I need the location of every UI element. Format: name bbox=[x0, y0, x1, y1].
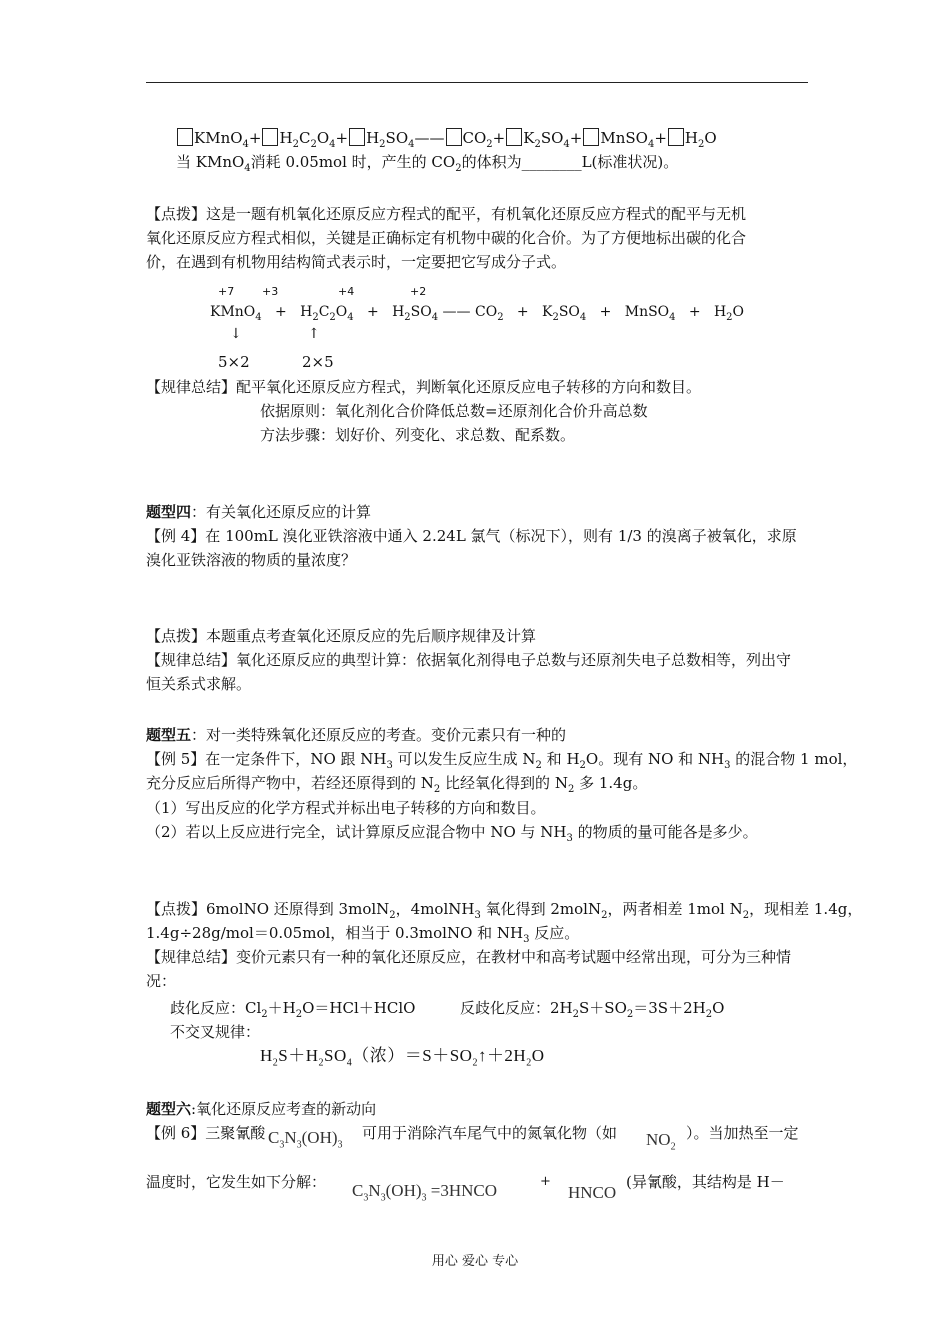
header-rule bbox=[146, 82, 808, 83]
rule5-line1: 【规律总结】变价元素只有一种的氧化还原反应，在教材中和高考试题中经常出现，可分为三种情 bbox=[146, 948, 792, 966]
tip1-line3: 价，在遇到有机物用结构简式表示时，一定要把它写成分子式。 bbox=[146, 253, 567, 271]
example5-line1: 【例 5】在一定条件下，NO 跟 $NH_3$ 可以发生反应生成 $N_2$ 和 $H_2O$。现有 NO 和 $NH_3$ 的混合物 1 mol， bbox=[146, 750, 858, 771]
example4-line1: 【例 4】在 100mL 溴化亚铁溶液中通入 2.24L 氯气（标况下），则有 1/3 的溴离子被氧化，求原 bbox=[146, 527, 797, 545]
type5-title: 题型五 bbox=[146, 726, 192, 744]
disproportionation-reaction: 歧化反应：$Cl_2+H_2O=HCl+HClO$ bbox=[170, 999, 416, 1020]
rule4-line2: 恒关系式求解。 bbox=[146, 675, 252, 693]
rule1-line1: 【规律总结】配平氧化还原反应方程式，判断氧化还原反应电子转移的方向和数目。 bbox=[146, 378, 702, 396]
blank-box[interactable] bbox=[446, 128, 462, 146]
blank-box[interactable] bbox=[583, 128, 599, 146]
valence-label-c: +3 bbox=[262, 285, 279, 298]
tip4: 【点拨】本题重点考查氧化还原反应的先后顺序规律及计算 bbox=[146, 627, 537, 645]
valence-label-mnso4: +2 bbox=[410, 285, 427, 298]
example6-line1-mid: 可用于消除汽车尾气中的氮氧化物（如 bbox=[362, 1124, 618, 1142]
rule4-line1: 【规律总结】氧化还原反应的典型计算：依据氧化剂得电子总数与还原剂失电子总数相等，列出守 bbox=[146, 651, 792, 669]
blank-box[interactable] bbox=[349, 128, 365, 146]
example5-q1: （1）写出反应的化学方程式并标出电子转移的方向和数目。 bbox=[146, 799, 546, 817]
blank-box[interactable] bbox=[262, 128, 278, 146]
example6-line2-pre: 温度时，它发生如下分解： bbox=[146, 1173, 327, 1191]
tip1-line1: 【点拨】这是一题有机氧化还原反应方程式的配平，有机氧化还原反应方程式的配平与无机 bbox=[146, 205, 747, 223]
rule1-line3: 方法步骤：划好价、列变化、求总数、配系数。 bbox=[260, 426, 576, 444]
electron-count-left: 5×2 bbox=[218, 353, 250, 371]
electron-count-right: 2×5 bbox=[302, 353, 334, 371]
plus-sign: + bbox=[540, 1174, 551, 1189]
type6-title: 题型六 bbox=[146, 1100, 192, 1118]
valence-label-co2: +4 bbox=[338, 285, 355, 298]
rule5-line2: 况： bbox=[146, 972, 177, 990]
balance-question: 当 KMnO$_4$消耗 0.05mol 时，产生的 $CO_2$的体积为________L(标准状况)。 bbox=[176, 153, 679, 174]
arrow-up-icon: ↑ bbox=[308, 326, 320, 342]
formula-no2: $NO_2$ bbox=[646, 1130, 676, 1153]
blank-box[interactable] bbox=[177, 128, 193, 146]
example6-line1-post: ）。当加热至一定 bbox=[686, 1124, 799, 1142]
example5-q2: （2）若以上反应进行完全，试计算原反应混合物中 NO 与 $NH_3$ 的物质的量可能各是多少。 bbox=[146, 823, 758, 844]
noncross-equation: $H_2S+H_2SO_4$（浓）$=S+SO_2↑+2H_2O$ bbox=[260, 1046, 545, 1069]
type4-title: 题型四 bbox=[146, 503, 192, 521]
page-footer: 用心 爱心 专心 bbox=[431, 1254, 519, 1269]
formula-hnco: HNCO bbox=[568, 1183, 617, 1202]
valence-equation: KMnO$_4$ + $H_2C_2O_4 + H_2SO_4$ —— $CO_2 + K_2SO_4$ + MnSO$_4$ + $H_2O$ bbox=[210, 304, 745, 323]
formula-decomposition: $C_3N_3(OH)_3$ =3HNCO bbox=[352, 1181, 498, 1204]
balance-equation: KMnO$_4$+ $H_2C_2O_4+$ $H_2SO_4——$ $CO_2+ K_2SO_4+$ MnSO$_4$+ $H_2O$ bbox=[176, 128, 717, 148]
tip5-line1: 【点拨】6molNO 还原得到 3molN$_2$，4molNH$_3$ 氧化得到 2molN$_2$，两者相差 1mol $N_2$，现相差 1.4g， bbox=[146, 900, 863, 921]
noncross-rule-label: 不交叉规律： bbox=[170, 1023, 261, 1041]
tip1-line2: 氧化还原反应方程式相似，关键是正确标定有机物中碳的化合价。为了方便地标出碳的化合 bbox=[146, 229, 747, 247]
arrow-down-icon: ↓ bbox=[230, 326, 242, 342]
type5-heading: 题型五：对一类特殊氧化还原反应的考查。变价元素只有一种的 bbox=[146, 726, 567, 744]
type4-heading: 题型四：有关氧化还原反应的计算 bbox=[146, 503, 372, 521]
formula-cyanuric-acid: $C_3N_3(OH)_3$ bbox=[268, 1128, 343, 1151]
example6-line2-post: (异氰酸，其结构是 H－ bbox=[626, 1173, 785, 1191]
example4-line2: 溴化亚铁溶液的物质的量浓度？ bbox=[146, 551, 357, 569]
comproportionation-reaction: 反歧化反应：$2H_2S+SO_2=3S+2H_2O$ bbox=[460, 999, 725, 1020]
tip5-line2: 1.4g÷28g/mol＝0.05mol，相当于 0.3molNO 和 $NH_3$ 反应。 bbox=[146, 924, 580, 945]
blank-box[interactable] bbox=[668, 128, 684, 146]
type6-heading: 题型六:氧化还原反应考查的新动向 bbox=[146, 1100, 377, 1118]
example6-line1-pre: 【例 6】三聚氰酸 bbox=[146, 1124, 266, 1142]
blank-box[interactable] bbox=[506, 128, 522, 146]
example5-line2: 充分反应后所得产物中，若经还原得到的 $N_2$ 比经氧化得到的 $N_2$ 多 1.4g。 bbox=[146, 774, 648, 795]
valence-label-mn: +7 bbox=[218, 285, 235, 298]
rule1-line2: 依据原则：氧化剂化合价降低总数=还原剂化合价升高总数 bbox=[260, 402, 648, 420]
